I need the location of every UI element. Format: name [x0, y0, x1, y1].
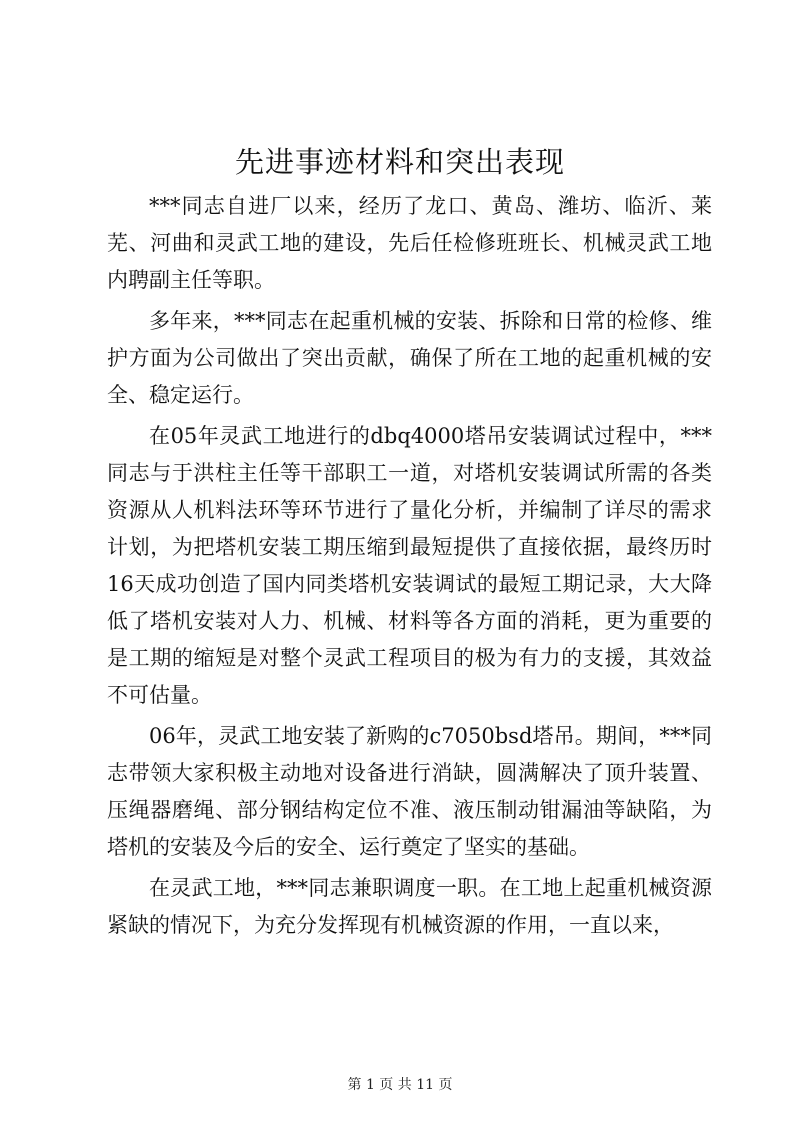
paragraph-4: 06年，灵武工地安装了新购的c7050bsd塔吊。期间，***同志带领大家积极主动地对设备进行消缺，圆满解决了顶升装置、压绳器磨绳、部分钢结构定位不准、液压制动钳漏油等缺陷，为塔机的安装及今后的安全、运行奠定了坚实的基础。 [107, 724, 712, 859]
paragraph-5: 在灵武工地，***同志兼职调度一职。在工地上起重机械资源紧缺的情况下，为充分发挥现有机械资源的作用，一直以来， [107, 876, 712, 937]
paragraph-3: 在05年灵武工地进行的dbq4000塔吊安装调试过程中，***同志与于洪柱主任等干部职工一道，对塔机安装调试所需的各类资源从人机料法环等环节进行了量化分析，并编制了详尽的需求计划，为把塔机安装工期压缩到最短提供了直接依据，最终历时16天成功创造了国内同类塔机安装调试的最短工期记录，大大降低了塔机安装对人力、机械、材料等各方面的消耗，更为重要的是工期的缩短是对整个灵武工程项目的极为有力的支援，其效益不可估量。 [107, 424, 712, 707]
page-footer: 第 1 页 共 11 页 [347, 1077, 453, 1093]
document-title: 先进事迹材料和突出表现 [234, 145, 565, 179]
document-body [107, 188, 712, 948]
paragraph-2: 多年来，***同志在起重机械的安装、拆除和日常的检修、维护方面为公司做出了突出贡献，确保了所在工地的起重机械的安全、稳定运行。 [107, 309, 712, 407]
paragraph-1: ***同志自进厂以来，经历了龙口、黄岛、潍坊、临沂、莱芜、河曲和灵武工地的建设，先后任检修班班长、机械灵武工地内聘副主任等职。 [107, 194, 712, 292]
